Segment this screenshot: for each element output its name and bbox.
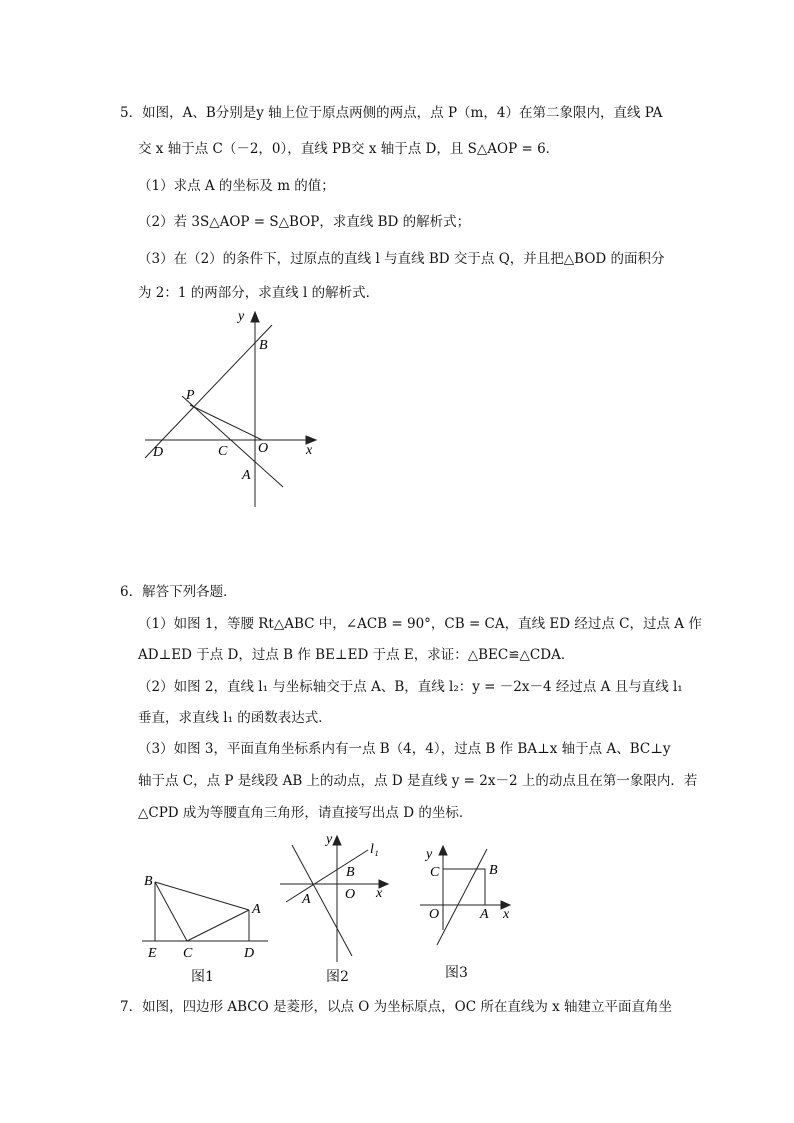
problem5-question3-line2: 为 2：1 的两部分，求直线 l 的解析式． (138, 285, 380, 301)
problem6-part1-line1: （1）如图 1，等腰 Rt△ABC 中，∠ACB = 90°，CB = CA，直线 ED 经过点 C，过点 A 作 (138, 616, 702, 632)
fig2-label-B: B (346, 865, 355, 880)
fig2-label-A: A (302, 892, 311, 907)
fig2-label-l1: l₁ (370, 842, 379, 857)
p5-label-x: x (306, 443, 313, 458)
p5-label-A: A (242, 468, 251, 483)
fig2-label-O: O (345, 887, 356, 902)
figure2-caption: 图2 (326, 969, 349, 985)
problem6-part3-line1: （3）如图 3，平面直角坐标系内有一点 B（4，4），过点 B 作 BA⊥x 轴于点 A、BC⊥y (138, 741, 671, 757)
problem5-question2: （2）若 3S△AOP = S△BOP，求直线 BD 的解析式； (138, 214, 471, 230)
fig1-label-D: D (244, 946, 255, 961)
fig3-label-O: O (429, 907, 440, 922)
problem6-part3-line3: △CPD 成为等腰直角三角形，请直接写出点 D 的坐标． (138, 805, 473, 821)
fig3-label-A: A (480, 907, 489, 922)
problem5-line2: 交 x 轴于点 C（－2，0），直线 PB交 x 轴于点 D，且 S△AOP = 6． (138, 141, 560, 157)
fig3-label-y: y (426, 847, 433, 862)
fig1-label-B: B (144, 874, 153, 889)
fig1-label-E: E (148, 946, 157, 961)
problem7-line1: 7．如图，四边形 ABCO 是菱形，以点 O 为坐标原点，OC 所在直线为 x 轴建立平面直角坐 (120, 999, 673, 1015)
fig3-label-x: x (503, 907, 510, 922)
problem6-title: 6．解答下列各题． (120, 584, 237, 600)
fig3-label-B: B (489, 863, 498, 878)
problem6-part3-line2: 轴于点 C，点 P 是线段 AB 上的动点，点 D 是直线 y = 2x－2 上的动点且在第一象限内．若 (138, 773, 698, 789)
figure1-caption: 图1 (191, 969, 214, 985)
problem6-part2-line2: 垂直，求直线 l₁ 的函数表达式． (138, 710, 332, 726)
p5-label-B: B (259, 338, 268, 353)
problem6-part1-line2: AD⊥ED 于点 D，过点 B 作 BE⊥ED 于点 E，求证：△BEC≌△CDA． (138, 647, 575, 663)
fig3-square-OABC (443, 869, 485, 905)
p5-label-P: P (186, 388, 195, 403)
problem5-line1: 5．如图，A、B分别是y 轴上位于原点两侧的两点，点 P（m，4）在第二象限内，直线 PA (120, 105, 663, 121)
fig2-label-x: x (376, 886, 383, 901)
p5-label-C: C (218, 444, 228, 459)
problem5-question1: （1）求点 A 的坐标及 m 的值； (138, 178, 335, 194)
fig1-label-C: C (183, 946, 193, 961)
p5-label-y: y (238, 309, 245, 324)
problem5-question3-line1: （3）在（2）的条件下，过原点的直线 l 与直线 BD 交于点 Q，并且把△BOD 的面积分 (138, 251, 665, 267)
fig2-label-y: y (326, 832, 333, 847)
p5-label-O: O (258, 441, 269, 456)
figure3-caption: 图3 (445, 965, 468, 981)
fig3-line-y2x-2 (437, 849, 487, 945)
fig1-label-A: A (252, 902, 261, 917)
p5-label-D: D (153, 445, 164, 460)
fig3-label-C: C (430, 865, 440, 880)
fig3-y-arrow (439, 846, 447, 855)
problem6-part2-line1: （2）如图 2，直线 l₁ 与坐标轴交于点 A、B，直线 l₂：y = －2x－4 经过点 A 且与直线 l₁ (138, 679, 683, 695)
